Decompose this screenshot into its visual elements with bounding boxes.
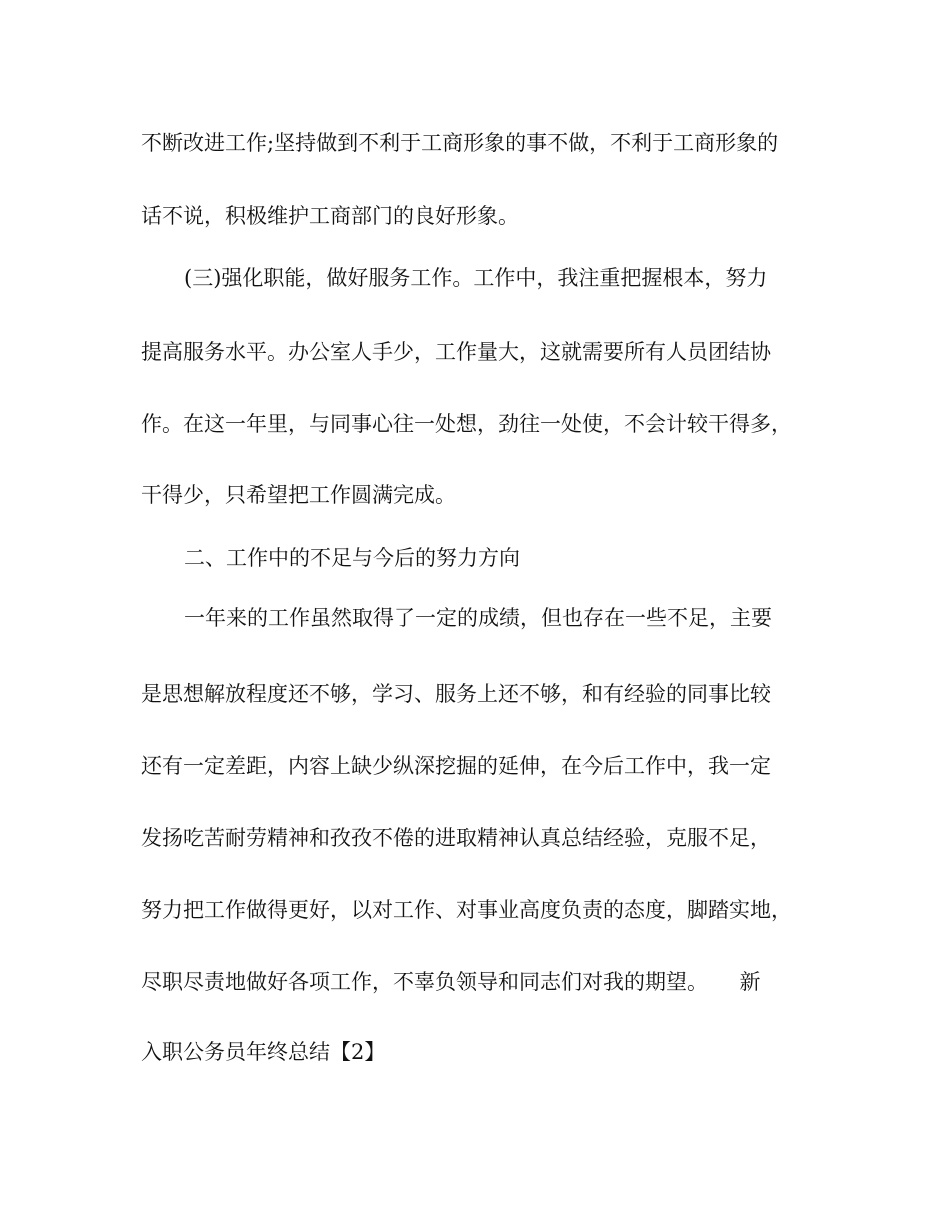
text-line-11: 发扬吃苦耐劳精神和孜孜不倦的进取精神认真总结经验，克服不足， <box>141 826 771 850</box>
text-line-13: 尽职尽责地做好各项工作，不辜负领导和同志们对我的期望。 新 <box>141 970 761 994</box>
text-line-4: 提高服务水平。办公室人手少，工作量大，这就需要所有人员团结协 <box>141 340 771 364</box>
text-line-3: (三)强化职能，做好服务工作。工作中，我注重把握根本，努力 <box>184 266 768 290</box>
text-line-1: 不断改进工作;坚持做到不利于工商形象的事不做，不利于工商形象的 <box>141 131 779 155</box>
text-line-5: 作。在这一年里，与同事心往一处想，劲往一处使，不会计较干得多， <box>141 412 792 436</box>
text-line-6: 干得少，只希望把工作圆满完成。 <box>141 483 456 507</box>
text-line-9: 是思想解放程度还不够，学习、服务上还不够，和有经验的同事比较 <box>141 682 771 706</box>
text-line-8: 一年来的工作虽然取得了一定的成绩，但也存在一些不足，主要 <box>184 606 772 630</box>
text-line-2: 话不说，积极维护工商部门的良好形象。 <box>141 204 519 228</box>
text-line-12: 努力把工作做得更好，以对工作、对事业高度负责的态度，脚踏实地， <box>141 898 792 922</box>
text-line-10: 还有一定差距，内容上缺少纵深挖掘的延伸，在今后工作中，我一定 <box>141 754 771 778</box>
section-heading: 二、工作中的不足与今后的努力方向 <box>184 546 520 570</box>
document-title-line: 入职公务员年终总结【2】 <box>141 1040 386 1064</box>
